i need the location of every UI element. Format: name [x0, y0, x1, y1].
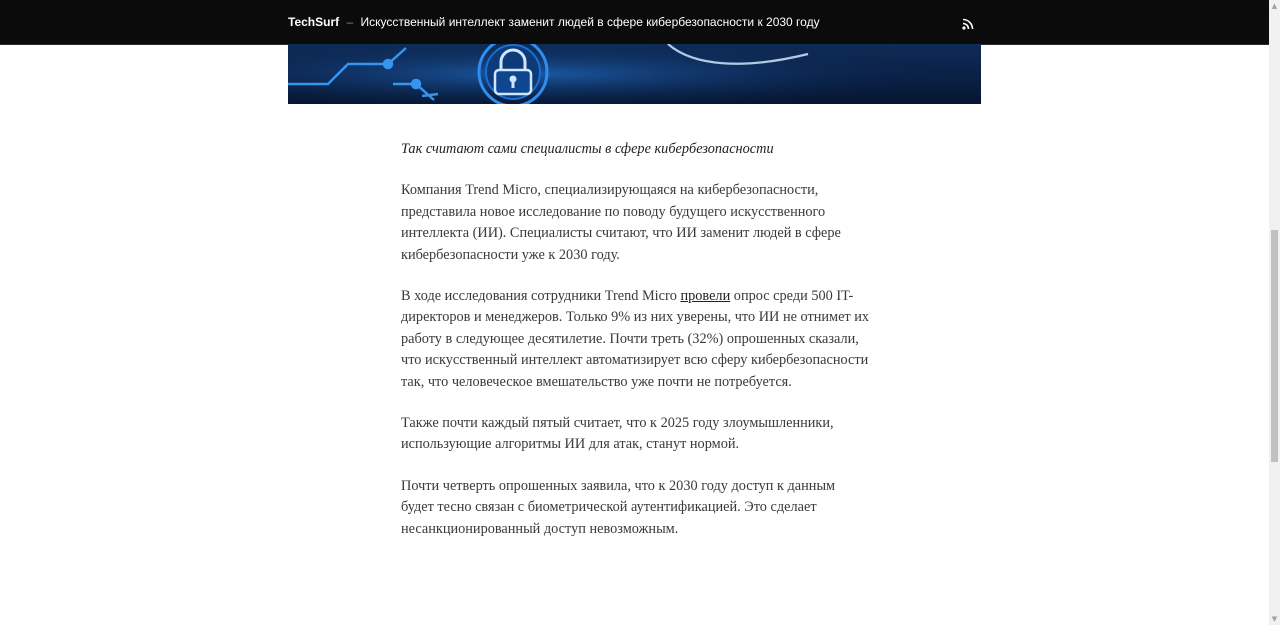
scroll-up-arrow[interactable]: ▲ [1271, 2, 1278, 10]
site-name-link[interactable]: TechSurf [288, 15, 340, 29]
top-navigation-bar [0, 0, 1269, 45]
title-separator: – [346, 15, 354, 29]
scroll-down-arrow[interactable]: ▼ [1271, 615, 1278, 623]
paragraph-attackers: Также почти каждый пятый считает, что к 2025 году злоумышленники, использующие алгоритмы ИИ для атак, станут нормой. [401, 415, 834, 453]
paragraph-survey-text-start: В ходе исследования сотрудники Trend Micro [401, 288, 681, 305]
paragraph-biometrics: Почти четверть опрошенных заявила, что к 2030 году доступ к данным будет тесно связан с биометрической аутентификацией. Это сделает несанкционированный доступ невозможным. [401, 477, 836, 537]
hero-image [288, 44, 981, 104]
hero-illustration [288, 44, 981, 104]
paragraph-survey [401, 286, 871, 393]
article-title: Искусственный интеллект заменит людей в сфере кибербезопасности к 2030 году [360, 15, 820, 29]
survey-source-link[interactable]: провели [680, 288, 731, 305]
rss-icon[interactable] [962, 18, 974, 30]
article-body [401, 139, 871, 560]
image-caption: Так считают сами специалисты в сфере кибербезопасности [401, 141, 774, 157]
paragraph-survey-text-end: опрос среди 500 IT-директоров и менеджеров. Только 9% из них уверены, что ИИ не отнимет их работу в следующее десятилетие. Почти треть (32%) опрошенных сказали, что искусственный интеллект автоматизирует всю сферу кибербезопасности так, что человеческое вмешательство уже почти не потребуется. [401, 288, 870, 390]
paragraph-intro: Компания Trend Micro, специализирующаяся на кибербезопасности, представила новое исследование по поводу будущего искусственного интеллекта (ИИ). Специалисты считают, что ИИ заменит людей в сфере кибербезопасности уже к 2030 году. [401, 182, 841, 263]
scrollbar-thumb[interactable] [1271, 230, 1278, 462]
header-title [288, 15, 820, 29]
